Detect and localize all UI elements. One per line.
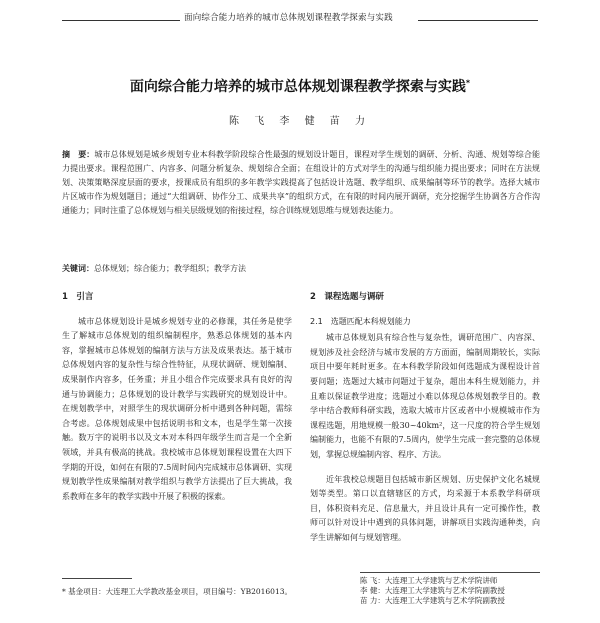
paper-title (0, 76, 600, 96)
abstract (62, 148, 540, 218)
header-rule-left (62, 20, 180, 21)
left-column (62, 290, 292, 514)
author-info-line: 陈 飞：大连理工大学建筑与艺术学院讲师 (360, 576, 498, 585)
paper-title-text: 面向综合能力培养的城市总体规划课程教学探索与实践 (129, 79, 466, 95)
section-heading-topic: 2 课程选题与调研 (310, 292, 384, 302)
author-info (360, 576, 550, 606)
abstract-text: 城市总体规划是城乡规划专业本科教学阶段综合性最强的规划设计题目，课程对学生规划的调研、分析、沟通、规划等综合能力提出要求。课程范围广、内容多、问题分析复杂、规划综合全面；在组设计的方式对学生的沟通与组织能力提出要求；同时在方法规划、决策策略深度层面的要求，授课成员有组织的多年教学实践提高了包括设计选题、教学组织、成果编制等环节的教学。选择大城市片区城市作为规划题目；通过“大组调研、协作分工、成果共享”的组织方式，在有限的时间内展开调研，充分挖掘学生协调各方合作沟通能力；同时注重了总体规划与相关层级规划的衔接过程，综合训练规划思维与规划表达能力。 (62, 150, 541, 215)
author-info-rule (360, 572, 540, 573)
keywords-text: 总体规划；综合能力；教学组织；教学方法 (94, 264, 246, 273)
section-heading-intro: 1 引言 (62, 292, 94, 302)
footnote-rule (62, 578, 132, 579)
topic-paragraph-1: 城市总体规划具有综合性与复杂性，调研范围广、内容深、规划涉及社会经济与城市发展的方方面面，编制周期较长，实际项目中要年耗时更多。在本科教学阶段如何选题成为课程设计首要问题；选题过大城市问题过于复杂，超出本科生规划能力，并且难以保证教学进度；选题过小难以体现总体规划教学目的。教学中结合教师科研实践，选取大城市片区或者中小规模城市作为课程选题，用地规模一般30~40km²，这一尺度的符合学生规划编制能力，也能不有限的7.5周内，使学生完成一套完整的总体规划，掌握总规编制内容、程序、方法。 (310, 333, 540, 459)
keywords (62, 263, 540, 274)
topic-paragraph-2: 近年我校总规题目包括城市新区规划、历史保护文化名城规划等类型。第口以直辖辖区的方式，均采源于本系教学科研项目，体积资料充足、信息量大，并且设计具有一定可操作性，教师可以针对设计中遇到的具体问题，讲解项目实践沟通种类，向学生讲解如何与规划管理。 (310, 474, 540, 542)
abstract-label: 摘 要： (62, 150, 95, 159)
right-column (310, 290, 540, 556)
intro-paragraph: 城市总体规划设计是城乡规划专业的必修课，其任务是使学生了解城市总体规划的组织编制程序，熟悉总体规划的基本内容，掌握城市总体规划的编制方法与方法及成果表达。基于城市总体规划内容的复杂性与综合性特征，从现状调研、规划编制、成果制作内容多，任务重；并且小组合作完成要求具有良好的沟通与协调能力；总体规划的设计教学与实践研究的规划设计中。在规划教学中，对照学生的现状调研分析中遇到各种问题，需综合考虑。总体规划成果中包括说明书和文本，也是学生第一次接触。数万字的说明书以及文本对本科四年级学生而言是一个全新领域，并具有极高的挑战。我校城市总体规划课程设置在大四下学期的开设，如何在有限的7.5周时间内完成城市总体调研、实现规划教学性成果编制对教学组织与教学方法提出了巨大挑战，我系教师在多年的教学实践中开展了积极的探索。 (62, 316, 292, 501)
running-head: 面向综合能力培养的城市总体规划课程教学探索与实践 (184, 13, 393, 23)
subsection-heading: 2.1 选题匹配本科规划能力 (310, 316, 411, 326)
keywords-label: 关键词： (62, 264, 94, 273)
header-rule-right (418, 20, 538, 21)
author-info-line: 苗 力：大连理工大学建筑与艺术学院副教授 (360, 596, 505, 605)
footnote: * 基金项目：大连理工大学教改基金项目，项目编号：YB2016013。 (62, 587, 292, 596)
author-info-line: 李 健：大连理工大学建筑与艺术学院副教授 (360, 586, 505, 595)
title-footnote-mark: * (465, 78, 471, 88)
authors: 陈 飞 李 健 苗 力 (229, 116, 371, 127)
